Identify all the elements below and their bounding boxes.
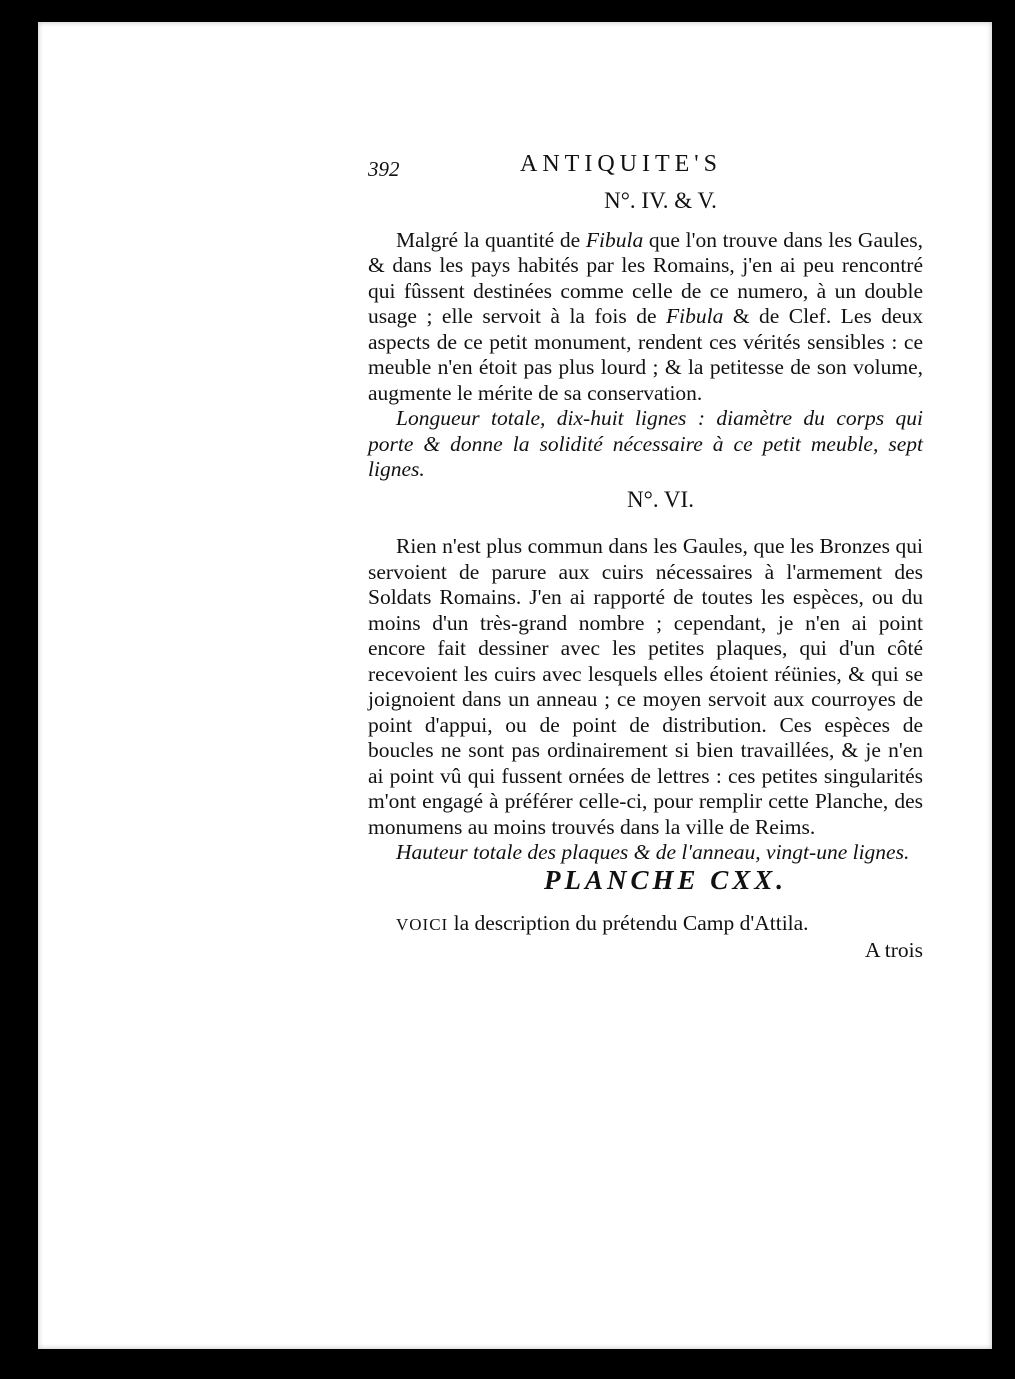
paragraph-fibula-part-1: Malgré la quantité de	[396, 227, 586, 252]
page-number: 392	[368, 157, 400, 181]
section-heading-iv-v: N°. IV. & V.	[604, 188, 717, 213]
term-fibula: Fibula	[585, 227, 644, 252]
plate-intro-first-word: VOICI	[396, 915, 449, 934]
catchword: A trois	[865, 937, 923, 962]
plate-intro-paragraph	[368, 911, 923, 938]
running-title: ANTIQUITE'S	[520, 151, 722, 177]
paragraph-bronzes: Rien n'est plus commun dans les Gaules, que les Bronzes qui servoient de parure aux cuirs nécessaires à l'armement des Soldats Romains. J'en ai rapporté de toutes les espèces, ou du moins d'un très-grand nombre ; cependant, je n'en ai point encore fait dessiner avec les petites plaques, qui d'un côté recevoient les cuirs avec lesquels elles étoient réünies, & qui se joignoient dans un anneau ; ce moyen servoit aux courroyes de point d'appui, ou de point de distribution. Ces espèces de boucles ne sont pas ordinairement si bien travaillées, & je n'en ai point vû qui fussent ornées de lettres : ces petites singularités m'ont engagé à préférer celle-ci, pour remplir cette Planche, des monumens au moins trouvés dans la ville de Reims.	[368, 534, 923, 839]
plate-heading: PLANCHE CXX.	[543, 864, 788, 895]
paragraph-fibula-part-3: & de Clef. Les deux aspects de ce petit monument, rendent ces vérités sensibles : ce meuble n'en étoit pas plus lourd ; & la petitesse de son volume, augmente le mérite de sa conservation.	[368, 304, 924, 405]
section-heading-vi: N°. VI.	[627, 486, 694, 512]
measurement-note-plaques: Hauteur totale des plaques & de l'anneau, vingt-une lignes.	[396, 840, 910, 864]
paragraph-fibula	[368, 228, 923, 407]
book-page	[38, 22, 992, 1349]
page-text-block	[368, 152, 923, 963]
plate-intro-text: la description du prétendu Camp d'Attila.	[448, 911, 809, 935]
running-head	[368, 152, 923, 186]
term-fibula-2: Fibula	[665, 304, 724, 328]
measurement-note-fibula: Longueur totale, dix-huit lignes : diamètre du corps qui porte & donne la solidité nécessaire à ce petit meuble, sept lignes.	[368, 406, 923, 481]
paragraph-fibula-part-2: que l'on trouve dans les Gaules, & dans les pays habités par les Romains, j'en ai peu rencontré qui fûssent destinées comme celle de ce numero, à un double usage ; elle servoit à la fois de	[368, 227, 923, 328]
